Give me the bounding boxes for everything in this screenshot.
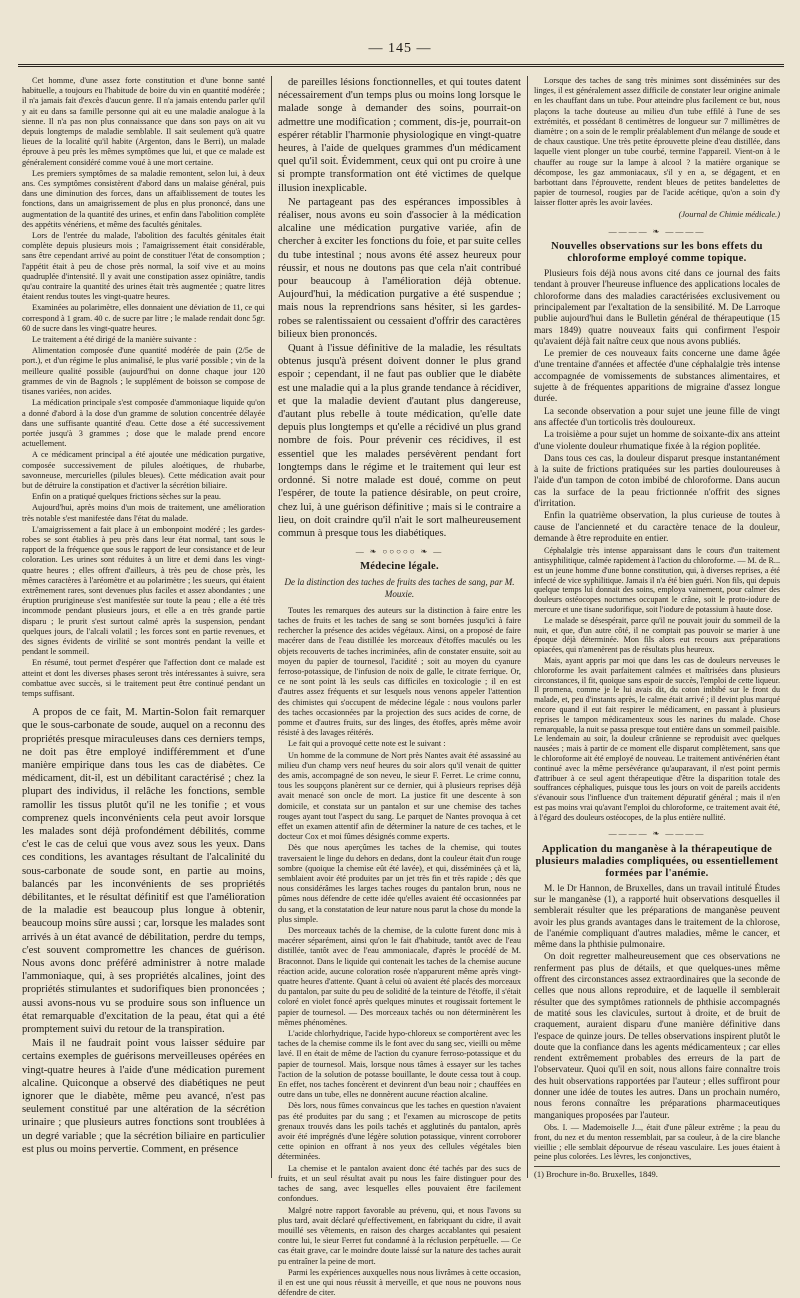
paragraph: Le premier de ces nouveaux faits concerne une dame âgée d'une trentaine d'années et affectée d'une céphalalgie très intense accompagnée de vomissements de substances alimentaires, et sujette à de fréquentes apparitions de migraine d'assez longue durée. <box>534 349 780 405</box>
column-divider <box>527 76 528 1178</box>
col3-section2-small <box>534 1123 780 1162</box>
paragraph: de pareilles lésions fonctionnelles, et qui toutes datent nécessairement d'un temps plus ou moins long lorsque le malade songe à demander des soins, pourrait-on admettre une modification ; comment, dis-je, pourrait-on espérer rétablir l'harmonie physiologique en vingt-quatre heures, à l'aide de quelques grammes d'un médicament quel qu'il soit. Évidemment, ceux qui ont pu croire à une si prompte transformation ont été victimes de quelque illusion inexplicable. <box>278 77 521 194</box>
col1-wide-block <box>22 706 265 1156</box>
paragraph: Enfin la quatrième observation, la plus curieuse de toutes à cause de l'ancienneté et du caractère tenace de la douleur, demande à être reproduite en entier. <box>534 511 780 544</box>
paragraph: Toutes les remarques des auteurs sur la distinction à faire entre les taches de fruits et les taches de sang se sont bornées jusqu'ici à faire rechercher la présence des acides végétaux. Ainsi, on a proposé de faire macérer dans de l'eau distillée les morceaux d'étoffes maculés ou les objets recouverts de taches incriminées, afin de constater ensuite, soit au moyen du papier de tournesol, l'acidité ; soit au moyen du cyanure ferroso-potassique, de l'infusion de noix de galle, le citrate ferrique. Or, ce ne sont point là les seuls cas difficiles en toxicologie ; il en est d'autres assez fréquents et sur lesquels nous venons appeler l'attention des chimistes qui s'occupent de médecine légale : nous voulons parler des taches occasionnées par la projection des sucs acides de corne, de pomme et d'autres fruits, sur des linges, des étoffes, après même avoir résisté à des lavages réitérés. <box>278 605 521 738</box>
paragraph: La troisième a pour sujet un homme de soixante-dix ans atteint d'une violente douleur rhumatique fixée à la région poplitée. <box>534 430 780 452</box>
paragraph: Un homme de la commune de Nort près Nantes avait été assassiné au milieu d'un champ vers neuf heures du soir alors qu'il venait de quitter des amis, accompagné de son neveu, le sieur F. Ferret. Le crime connu, tous les soupçons planèrent sur ce dernier, qui à plusieurs reprises déjà avait menacé son oncle de mort. La justice fit une descente à son domicile, et constata sur un pantalon et sur une chemise des taches rouges ayant tout l'aspect du sang. Le parquet de Nantes provoqua à cet effet un examen attentif afin de déterminer la nature de ces taches, et le docteur Cox et moi fûmes désignés comme experts. <box>278 750 521 842</box>
paragraph: Ne partageant pas des espérances impossibles à réaliser, nous avons eu soin d'associer à la médication alcaline une médication purgative variée, afin de chercher à exciter les fonctions du foie, et par suite celles du tube intestinal ; nous avons été assez heureux pour réussir, et nous ne doutons pas que cela n'ait contribué pour beaucoup à l'amélioration déjà obtenue. Aujourd'hui, la médication purgative a été suspendue ; mais nous la reprendrions sans hésiter, si les gardes-robes se ralentissaient ou cessaient d'offrir des caractères bilieux bien prononcés. <box>278 196 521 340</box>
paragraph: Examinées au polarimètre, elles donnaient une déviation de 11, ce qui correspond à 1 gram. 40 c. de sucre par litre ; le malade rendait donc 5gr. 60 de sucre dans les vingt-quatre heures. <box>22 303 265 333</box>
paragraph: Céphalalgie très intense apparaissant dans le cours d'un traitement antisyphilitique, calmée rapidement à l'action du chloroforme. — M. de R... est un jeune homme d'une bonne constitution, qui, à diverses reprises, a été infecté de vice syphilitique. Jamais il n'a été bien guéri. Non fils, qui depuis quelque temps lui donnait des soins, employa vainement, pour calmer des douleurs ostéocopes nocturnes occupant le crâne, soit le proto-iodure de mercure et une tisane sudorifique, soit l'iodure de potassium à haute dose. <box>534 546 780 614</box>
section-title: Nouvelles observations sur les bons effets du chloroforme employé comme topique. <box>551 241 763 265</box>
page-number: — 145 — <box>368 41 432 56</box>
paragraph: Obs. I. — Mademoiselle J..., était d'une pâleur extrême ; la peau du front, du nez et du menton ressemblait, par sa couleur, à de la cire blanche vieillie ; elle semblait dépourvue de réseau vasculaire. Les joues étaient à peine plus colorées. Les lèvres, les conjonctives, <box>534 1122 780 1162</box>
paragraph: Dès que nous aperçûmes les taches de la chemise, qui toutes traversaient le linge du dehors en dedans, dont la couleur était d'un rouge sombre (quoique la chemise eût été lavée), et qui, disséminées çà et là, semblaient avoir été produites par un jet très fin et très rapide ; dès que nous considérâmes les larges taches rouges du pantalon brun, nous ne pûmes nous défendre de cette idée qu'elles avaient été occasionnées par du sang, et la constatation de leur nature nous parut la chose du monde la plus simple. <box>278 843 521 924</box>
paragraph: Mais il ne faudrait point vous laisser séduire par certains exemples de guérisons merveilleuses opérées en vingt-quatre heures à l'aide d'une médication purement alcaline. Quiconque a observé des diabétiques ne peut ignorer que le diabète, même peu avancé, n'est pas seulement constitué par une altération de la sécrétion urinaire ; que plusieurs autres fonctions sont troublées à un degré variable ; que la sécrétion biliaire en particulier est plus ou moins pervertie. Comment, en présence <box>22 1038 265 1155</box>
paragraph: Plusieurs fois déjà nous avons cité dans ce journal des faits tendant à prouver l'heureuse influence des applications locales de chloroforme dans des maladies caractérisées exclusivement ou principalement par l'exaltation de la sensibilité. M. De Larroque publie aujourd'hui dans le Bulletin général de thérapeutique (15 mars 1849) quatre nouveaux faits qui confirment l'espoir qu'avaient déjà fait naître ceux que nous avons publiés. <box>534 269 780 347</box>
paragraph: Cet homme, d'une assez forte constitution et d'une bonne santé habituelle, a toujours eu l'habitude de boire du vin en quantité modérée ; il n'a jamais fait d'excès d'aucun genre. Il n'a jamais entendu parler qu'il y ait eu dans sa famille personne qui ait eu une maladie analogue à la sienne. Il n'a pas non plus connaissance que dans son pays on ait vu depuis longtemps de maladie semblable. Il sait seulement qu'à quatre lieues de la localité qu'il habite (Argenton, dans le Berri), un malade éprouve à peu près les mêmes symptômes que lui, et que ce malade est généralement considéré comme voué à une mort certaine. <box>22 76 265 167</box>
col2-small-block <box>278 606 521 1298</box>
paragraph: La seconde observation a pour sujet une jeune fille de vingt ans affectée d'un torticolis très douloureux. <box>534 406 780 428</box>
col3-section1-small <box>534 546 780 822</box>
paragraph: Dès lors, nous fûmes convaincus que les taches en question n'avaient pas été produites par du sang ; et l'examen au microscope de petits grenaux trouvés dans les poils tachés et agglutinés du pantalon, après avoir été imprégnés d'une légère solution potassique, vinrent corroborer cette opinion en offrant à nos yeux des cellules végétales bien déterminées. <box>278 1101 521 1162</box>
paragraph: M. le Dr Hannon, de Bruxelles, dans un travail intitulé Études sur le manganèse (1), a rapporté huit observations desquelles il semblerait résulter que les préparations de manganèse peuvent avoir les plus grands avantages dans le traitement de la chlorose, de l'anémie compliquant d'autres maladies, même le cancer, et même dans la phthisie pulmonaire. <box>534 883 780 951</box>
col2-wide-block <box>278 76 521 540</box>
ornament-rule: ———— ❧ ———— <box>608 829 706 839</box>
source-citation: (Journal de Chimie médicale.) <box>678 209 780 219</box>
paragraph: Parmi les expériences auxquelles nous nous livrâmes à cette occasion, il en est une qui nous réussit à merveille, et que nous ne pouvons nous défendre de citer. <box>278 1267 521 1298</box>
paragraph: L'acide chlorhydrique, l'acide hypo-chloreux se comportèrent avec les taches de la chemise comme ils le font avec du sang sec, vieilli ou même lavé. Il en était de même de l'action du cyanure ferroso-potassique et du papier de tournesol. Mais, lorsque nous tâmes à essayer sur les taches l'action de la solution de potasse bouillante, le doute cessa tout à coup. En effet, nos taches foncèrent et devinrent d'un beau noir ; chauffées en outre dans un tube, elles ne donnèrent aucune réaction alcaline. <box>278 1029 521 1100</box>
paragraph: Aujourd'hui, après moins d'un mois de traitement, une amélioration très notable s'est manifestée dans l'état du malade. <box>22 503 265 523</box>
paragraph: Les premiers symptômes de sa maladie remontent, selon lui, à deux ans. Ces symptômes consistèrent d'abord dans un malaise général, puis dans une diminution des forces, dans un affaiblissement de toutes les fonctions, dans un amaigrissement de plus en plus prononcé, dans une augmentation de la quantité des urines, et enfin dans l'abolition complète des appétits vénériens, et même des facultés génitales. <box>22 168 265 229</box>
paragraph: Mais, ayant appris par moi que dans les cas de douleurs nerveuses le chloroforme les avait parfaitement calmées et maîtrisées dans plusieurs circonstances, il fit, quoique sans espoir de succès, l'emploi de cette liqueur. Il promena, comme je le lui avais dit, du coton imbibé sur le front du malade, et, peu d'instants après, le calme était arrivé ; il devint plus marqué encore quand il eut fait respirer le médicament, en passant à plusieurs reprises le tampon médicamenteux sous les narines du malade. Chose remarquable, la nuit se passa presque tout entière dans un sommeil paisible. Le lendemain au soir, la douleur crânienne se reproduisit avec quelques nausées ; mais à partir de ce moment elle disparut complètement, sans que le chloroforme ait été employé de nouveau. Le traitement antivénérien étant continué avec la même persévérance qu'auparavant, il n'est point permis d'attribuer à ce seul agent thérapeutique d'être la disparition totale des souffrances céphaliques, puisque tous les jours on voit de pareils accidents s'évanouir sous l'influence d'un traitement dépuratif général ; mais il n'en est pas moins vrai qu'avant l'emploi du chloroforme, ce traitement avait été, à l'égard des douleurs ostéocopes, de la plus entière nullité. <box>534 655 780 822</box>
col1-small-block <box>22 76 265 699</box>
paragraph: On doit regretter malheureusement que ces observations ne renferment pas plus de détails, et que quelques-unes même offrent des circonstances assez extraordinaires que la seconde de celles que nous allons reproduire, et de laquelle il semblerait résulter que des symptômes rationnels de phthisie accompagnés de matité sous les clavicules, surtout à droite, et de bruit de craquement, auraient disparu d'une manière définitive dans l'espace de quinze jours. De telles observations inspirent plutôt le doute que la confiance dans les agents médicamenteux ; car elles rendent extrêmement probables des erreurs de la part de l'observateur. Quoi qu'il en soit, nous allons faire connaître trois des huit observations rapportées par l'auteur ; elles suffiront pour donner une idée de toutes les autres. Dans un prochain numéro, nous ferons connaître les préparations pharmaceutiques manganiques proposées par l'auteur. <box>534 952 780 1121</box>
section-title: Médecine légale. <box>360 561 439 573</box>
paragraph: Le malade se désespérait, parce qu'il ne pouvait jouir du sommeil de la nuit, et que, d'un autre côté, il ne comptait pas pouvoir se marier à une époque déjà déterminée. Mon fils alors eut recours aux préparations opiacées, qui n'amenèrent pas de résultats plus heureux. <box>534 615 780 655</box>
paragraph: Lors de l'entrée du malade, l'abolition des facultés génitales était complète depuis plusieurs mois ; l'amaigrissement était considérable, sans être cependant arrivé au point de constituer l'état de consomption ; l'appétit était à peu de chose près normal, la soif vive et au moins quadruplée d'intensité. Il y avait une constipation assez opiniâtre, tandis qu'au contraire la quantité des urines était très augmentée ; quatre litres étaient rendus toutes les vingt-quatre heures. <box>22 231 265 302</box>
column-3 <box>534 76 780 1178</box>
paragraph: Dans tous ces cas, la douleur disparut presque instantanément à la suite de frictions pratiquées sur les parties douloureuses à l'aide d'un tampon de coton imbibé de chloroforme. Dans aucun cas la surface de la peau frictionnée n'offrit des signes d'irritation. <box>534 453 780 509</box>
col3-section1-body <box>534 269 780 545</box>
section-title: Application du manganèse à la thérapeutique de plusieurs maladies compliquées, ou essentiellement formées par l'anémie. <box>535 843 779 879</box>
paragraph: Malgré notre rapport favorable au prévenu, qui, et nous l'avons su plus tard, avait déclaré qu'effectivement, en fabriquant du cidre, il avait mouillé ses vêtements, en raison des charges accablantes qui pesaient contre lui, le sieur Ferret fut condamné à la réclusion perpétuelle. — Ce cas était grave, car le moindre doute laissé sur la nature des taches aurait pu entraîner la peine de mort. <box>278 1205 521 1266</box>
paragraph: A ce médicament principal a été ajoutée une médication purgative, composée successivement de pilules aloétiques, de rhubarbe, savonneuse, mercurielles (pilules bleues). Cette médication avait pour but de détruire la constipation et d'activer la sécrétion biliaire. <box>22 450 265 490</box>
col3-top-block <box>534 76 780 220</box>
paragraph: Enfin on a pratiqué quelques frictions sèches sur la peau. <box>32 492 221 502</box>
section-subtitle: De la distinction des taches de fruits des taches de sang, par M. Mouxie. <box>284 577 515 599</box>
paragraph: Alimentation composée d'une quantité modérée de pain (2/5e de port.), et d'un régime le plus animalisé, le plus varié possible ; vin de la meilleure qualité possible (aujourd'hui on donne chaque jour 120 grammes de vin de Bagnols ; le supplément de boisson se compose de tisanes variées, non acides. <box>22 346 265 397</box>
paragraph: En résumé, tout permet d'espérer que l'affection dont ce malade est atteint et dont les diverses phases seront très intéressantes à suivre, sera combattue avec succès, si le traitement peut être continué pendant un temps suffisant. <box>22 658 265 698</box>
paragraph: Lorsque des taches de sang très minimes sont disséminées sur des linges, il est généralement assez difficile de constater leur origine animale en les chauffant dans un tube. Pour atteindre plus facilement ce but, nous plaçons la tache douteuse au milieu d'un tube effilé à l'une de ses extrémités, et possédant 8 centimètres de longueur sur 7 millimètres de diamètre ; on a soin de le remplir préalablement d'un mélange de soude et de chaux caustique. Une très petite éprouvette pleine d'eau distillée, dans laquelle vient plonger un tube courbé, termine l'appareil. Vient-on à le chauffer au rouge sur la lampe à alcool ? la matière organique se décompose, les gaz ammoniacaux, s'il y en a, se dégagent, et en barbottant dans l'éprouvette, rendent bleues de petites bandelettes de papier de tournesol, rougies par de l'acide acétique, qu'on a soin d'y laisser flotter après les avoir lavées. <box>534 76 780 208</box>
ornament-rule: — ❧ ○○○○○ ❧ — <box>355 547 444 557</box>
paragraph: A propos de ce fait, M. Martin-Solon fait remarquer que le sous-carbonate de soude, auquel on a reconnu des propriétés presque miraculeuses dans ces derniers temps, ne doit pas être employé indifféremment et d'une manière empirique dans tous les cas de diabètes. Ce médicament, dit-il, est un débilitant caractérisé ; chez la plupart des individus, il relâche les fonctions, semble ramollir les tissus plutôt qu'il ne les tonifie ; et vous comprenez quels inconvénients cela peut avoir lorsque les malades sont déjà profondément débilités, comme c'est le cas de celui que vous avez sous les yeux. Dans ces conditions, les avantages résultant de l'alcalinité du sous-carbonate de soude sont, en partie au moins, balancés par les inconvénients de ses propriétés débilitantes, et le résultat définitif est que l'amélioration de la maladie est beaucoup plus longue à obtenir, beaucoup moins sûre aussi ; car, lorsque les malades sont arrivés à un état avancé de débilitation, perdre du temps, c'est souvent compromettre les chances de guérison. Nous avons donc préféré administrer à notre malade l'ammoniaque, qui, à ses propriétés alcalines, joint des propriétés stimulantes et sudorifiques bien prononcées ; aussi avons-nous vu se produire sous son influence un état remarquable d'excitation de la peau, état qui a été promptement suivi du retour de la transpiration. <box>22 707 265 1036</box>
footnote: (1) Brochure in-8o. Bruxelles, 1849. <box>534 1166 780 1180</box>
ornament-rule: ———— ❧ ———— <box>608 226 706 236</box>
column-divider <box>271 76 272 1178</box>
column-1 <box>22 76 265 1178</box>
paragraph: La chemise et le pantalon avaient donc été tachés par des sucs de fruits, et un seul résultat avait pu nous les faire distinguer pour des taches de sang, avec lesquelles elles pouvaient être facilement confondues. <box>278 1163 521 1204</box>
paragraph: La médication principale s'est composée d'ammoniaque liquide qu'on a donné d'abord à la dose d'un gramme de solution concentrée délayée dans une suffisante quantité d'eau. Cette dose a été successivement portée jusqu'à 3 grammes ; dose que le malade prend encore actuellement. <box>22 398 265 449</box>
col3-section2-body <box>534 884 780 1122</box>
paragraph: Le traitement a été dirigé de la manière suivante : <box>32 335 197 345</box>
header-double-rule <box>18 64 784 67</box>
paragraph: Des morceaux tachés de la chemise, de la culotte furent donc mis à macérer séparément, ainsi qu'on le fait d'habitude, tantôt avec de l'eau distillée, tantôt avec de l'eau ammoniacale, d'après le procédé de M. Braconnot. Dans le liquide qui contenait les taches de la chemise aucune réaction acide, aucune coloration rosée n'apparurent même après vingt-quatre heures d'attente. Quant à celui où avaient été placés des morceaux du pantalon, par suite du peu de solidité de la teinture de l'étoffe, il s'était coloré en violet foncé après quelques minutes et rougissait fortement le papier de tournesol. — Des morceaux tachés ou non déterminèrent les mêmes phénomènes. <box>278 926 521 1027</box>
paragraph: Quant à l'issue définitive de la maladie, les résultats obtenus jusqu'à présent doivent donner le plus grand espoir ; cependant, il ne faut pas oublier que le diabète est une maladie qui a la plus grande tendance à récidiver, et que la maladie devient d'autant plus dangereuse, d'autant plus rebelle à toute médication, qu'elle date depuis plus longtemps et qu'elle a récidivé un plus grand nombre de fois. Pour prévenir ces récidives, il est essentiel que les malades persévèrent pendant fort longtemps dans le régime et le traitement qui leur est ordonné. Si notre malade est doué, comme on peut l'espérer, de toute la patience désirable, on peut croire, chez lui, à une guérison définitive ; mais si le contraire a lieu, on doit craindre qu'il n'ait le sort malheureusement commun à presque tous les diabétiques. <box>278 343 521 539</box>
paragraph: L'amaigrissement a fait place à un embonpoint modéré ; les gardes-robes se sont établies à peu près dans leur état normal, tant sous le rapport de la fréquence que sous le rapport de leur consistance et de leur coloration. Les urines sont réduites à un litre et demi dans les vingt-quatre heures ; elles offrent d'ailleurs, à très peu de chose près, les mêmes caractères à l'aréomètre et au polarimètre ; les sueurs, qui étaient extrêmement rares, sont devenues plus faciles et assez abondantes ; une éruption prurigineuse s'est manifestée sur toute la peau ; elle a été très incommode pendant plusieurs jours, et elle a en très grande partie disparu ; le prurit s'est surtout calmé après la suspension, pendant quelques jours, de l'alcali volatil ; les forces sont en partie revenues, et des signes évidents de virilité se sont montrés pendant la veille et pendant le sommeil. <box>22 524 265 657</box>
paragraph: Le fait qui a provoqué cette note est le suivant : <box>288 739 446 749</box>
column-2 <box>278 76 521 1298</box>
